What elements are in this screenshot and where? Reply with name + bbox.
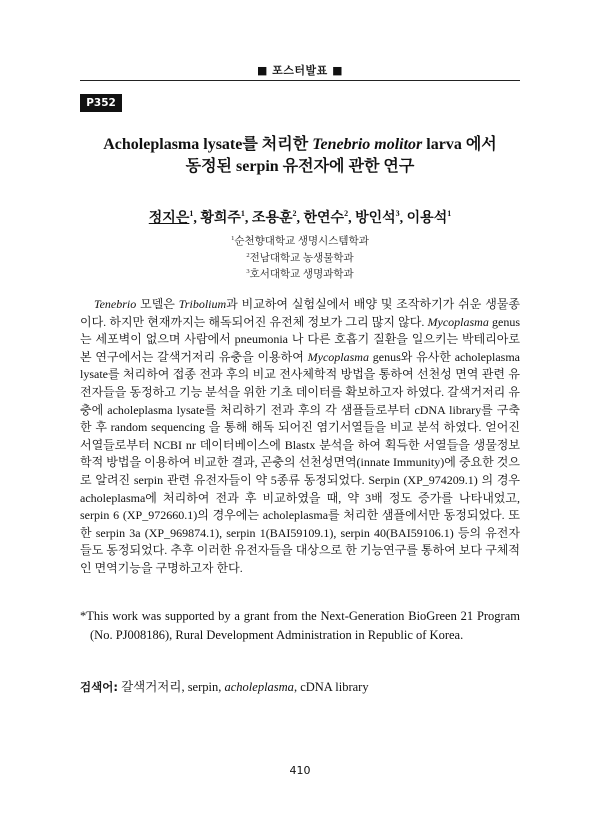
abstract-text: genus는 세포벽이 없으며 사람에서 pneumonia 나 다른 호흡기 질환을 일으키는 박테리아로 본 연구에서는 갈색거저리 유충을 이용하여	[80, 314, 520, 364]
affiliation	[80, 232, 520, 249]
author-separator: ,	[399, 211, 407, 226]
keywords	[80, 677, 520, 695]
author	[304, 211, 356, 226]
title-part-c: larva 에서	[422, 136, 497, 153]
abstract-text: 과 비교하여 실험실에서 배양 및 조작하기가 쉬운 생물종이다. 하지만 현재까지는 해독되어진 유전체 정보가 그리 많지 않다.	[80, 297, 520, 329]
author-name: 방인석	[355, 211, 396, 226]
author	[407, 211, 452, 226]
abstract-text: 모델은	[136, 297, 179, 311]
author-separator: ,	[244, 211, 252, 226]
author-affil-mark: 1	[240, 209, 245, 218]
affiliation-mark: 1	[231, 235, 235, 242]
author-separator: ,	[193, 211, 201, 226]
abstract-text: genus와 유사한 acholeplasma lysate를 처리하여 접종 전과 후의 비교 전사체학적 방법을 통하여 선천성 면역 관련 유전자들을 동정하고 기능 분석을 위한 기초 데이터를 확보하고자 하였다. 갈색거저리 유충에 acholeplasma lysate를 처리하기 전과 후의 각 샘플들로부터 cDNA library를 구축한 후 random sequencing 을 통해 해독 되어진 염기서열들을 비교 분석 하였다. 얻어진 서열들로부터 NCBI nr 데이터베이스에 Blastx 분석을 하여 획득한 서열들을 생물정보학적 방법을 이용하여 비교한 결과, 곤충의 선천성면역(innate Immunity)에 중요한 것으로 알려진 serpin 관련 유전자들이 약 5종류 동정되었다. Serpin (XP_974209.1) 의 경우 acholeplasma에 처리하여 전과 후 비교하였을 때, 약 3배 정도 증가를 나타내었고, serpin 6 (XP_972660.1)의 경우에는 acholeplasma를 처리한 샘플에서만 동정되었다. 또한 serpin 3a (XP_969874.1), serpin 1(BAI59109.1), serpin 40(BAI59106.1) 등의 유전자들도 동정되었다. 추후 이러한 유전자들을 대상으로 한 기능연구를 통하여 보다 구체적인 면역기능을 구명하고자 한다.	[80, 349, 520, 575]
affiliation-text: 순천향대학교 생명시스템학과	[234, 236, 369, 247]
author-name: 정지은	[148, 211, 190, 226]
affiliation	[80, 265, 520, 282]
abstract-italic-term: Mycoplasma	[307, 349, 369, 364]
section-header: ■ 포스터발표 ■	[256, 64, 344, 77]
keywords-label: 검색어:	[80, 680, 118, 694]
title-species: Tenebrio molitor	[312, 136, 423, 153]
keywords-text: , cDNA library	[293, 680, 369, 694]
author-affil-mark: 1	[189, 209, 194, 218]
author	[149, 211, 201, 226]
keywords-italic: acholeplasma	[224, 680, 294, 694]
author-name: 황희주	[200, 211, 241, 226]
abstract-italic-term: Tenebrio	[94, 297, 137, 311]
author-name: 조용훈	[251, 211, 293, 226]
title-line-1	[80, 134, 520, 156]
affiliation-text: 전남대학교 농생물학과	[249, 252, 354, 264]
affiliation-text: 호서대학교 생명과학과	[249, 269, 354, 280]
header-divider	[80, 80, 520, 81]
abstract-italic-term: Mycoplasma	[427, 314, 489, 329]
affiliation-mark: 2	[246, 251, 250, 259]
author-affil-mark: 3	[395, 209, 400, 218]
author-name: 이용석	[406, 211, 448, 226]
author-name: 한연수	[303, 211, 345, 226]
page-number: 410	[289, 764, 311, 777]
acknowledgement-text: *This work was supported by a grant from the Next-Generation BioGreen 21 Program (No. PJ008186), Rural Development Administration in Republic of Korea.	[80, 609, 520, 642]
poster-code-badge: P352	[80, 94, 122, 112]
paper-title	[80, 134, 520, 178]
affiliation-list	[80, 232, 520, 282]
author	[355, 211, 407, 226]
author-list	[80, 207, 520, 227]
abstract-paragraph	[80, 296, 520, 578]
author-affil-mark: 2	[344, 209, 349, 218]
author-separator: ,	[348, 211, 356, 226]
author-separator: ,	[296, 211, 304, 226]
acknowledgement	[80, 607, 520, 645]
author	[200, 211, 252, 226]
title-part-a: Acholeplasma lysate를 처리한	[103, 136, 313, 153]
author	[252, 211, 304, 226]
keywords-text: 갈색거저리, serpin,	[117, 680, 225, 694]
abstract-italic-term: Tribolium	[178, 297, 227, 311]
title-line-2: 동정된 serpin 유전자에 관한 연구	[185, 158, 415, 175]
abstract	[80, 296, 520, 578]
author-affil-mark: 1	[447, 209, 452, 218]
affiliation	[80, 249, 520, 266]
author-affil-mark: 2	[292, 209, 297, 218]
affiliation-mark: 3	[246, 268, 250, 275]
